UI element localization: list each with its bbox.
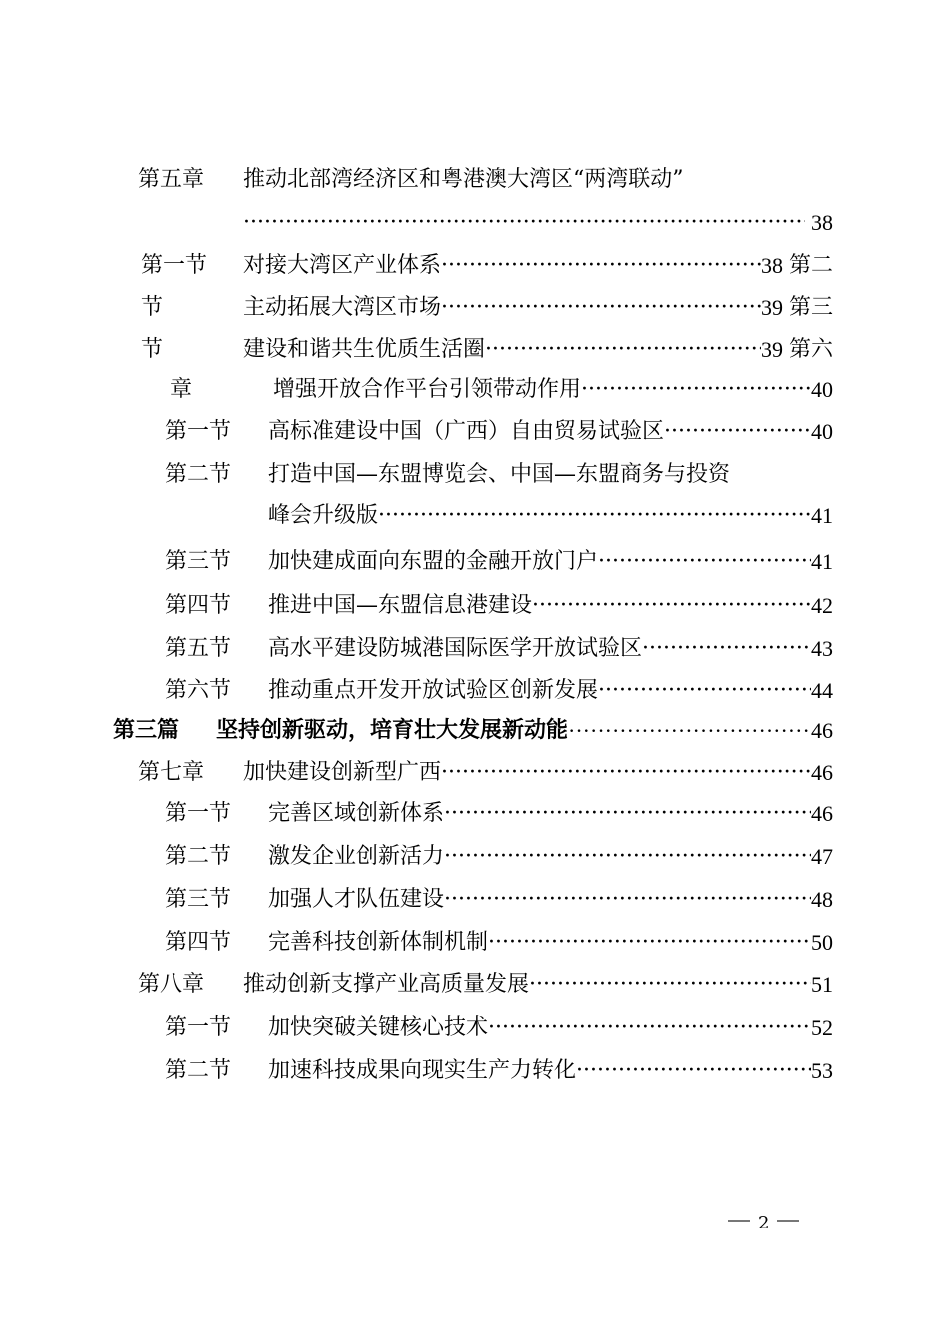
toc-entry[interactable] xyxy=(0,883,950,917)
entry-label: 第一节 xyxy=(141,253,208,278)
entry-page: 41 xyxy=(811,549,833,574)
entry-title: 坚持创新驱动，培育壮大发展新动能 xyxy=(216,718,569,743)
toc-entry[interactable] xyxy=(0,333,950,367)
entry-label: 第五节 xyxy=(165,636,232,661)
entry-title: 完善科技创新体制机制 xyxy=(268,930,489,955)
entry-title: 主动拓展大湾区市场 xyxy=(243,295,442,320)
leader-dots xyxy=(664,415,811,449)
entry-label: 第二节 xyxy=(165,1058,232,1083)
entry-title: 高水平建设防城港国际医学开放试验区 xyxy=(268,636,643,661)
entry-title: 加快突破关键核心技术 xyxy=(268,1015,489,1040)
entry-title: 推进中国—东盟信息港建设 xyxy=(268,593,533,618)
toc-entry[interactable] xyxy=(0,840,950,874)
entry-label: 第二节 xyxy=(165,844,232,869)
entry-label: 第二节 xyxy=(165,462,232,487)
entry-label: 第四节 xyxy=(165,930,232,955)
toc-entry[interactable] xyxy=(0,674,950,708)
entry-page: 42 xyxy=(811,593,833,618)
leader-dots xyxy=(529,968,811,1002)
entry-label: 第一节 xyxy=(165,1015,232,1040)
entry-label: 第三节 xyxy=(165,549,232,574)
leader-dots xyxy=(642,632,811,666)
entry-label: 第四节 xyxy=(165,593,232,618)
leader-dots xyxy=(576,1054,811,1088)
toc-entry[interactable] xyxy=(0,458,950,492)
leader-dots xyxy=(441,249,761,283)
footer-dash-right xyxy=(777,1220,799,1222)
entry-title: 增强开放合作平台引领带动作用 xyxy=(273,377,582,402)
entry-label: 第七章 xyxy=(138,760,205,785)
leader-dots xyxy=(444,840,811,874)
entry-overflow-text: 第三 xyxy=(788,295,833,320)
leader-dots xyxy=(243,206,805,240)
entry-label: 第一节 xyxy=(165,419,232,444)
leader-dots xyxy=(598,674,811,708)
leader-dots xyxy=(441,291,761,325)
toc-entry-chapter[interactable] xyxy=(0,756,950,790)
leader-dots xyxy=(441,756,811,790)
entry-label: 第六节 xyxy=(165,678,232,703)
toc-entry[interactable] xyxy=(0,589,950,623)
toc-entry[interactable] xyxy=(0,291,950,325)
leader-dots xyxy=(485,333,761,367)
entry-title: 推动重点开发开放试验区创新发展 xyxy=(268,678,599,703)
leader-dots xyxy=(581,373,811,407)
entry-label: 节 xyxy=(141,337,164,362)
toc-entry[interactable] xyxy=(0,415,950,449)
page-number: 2 xyxy=(758,1214,770,1228)
entry-page: 48 xyxy=(811,887,833,912)
entry-title: 完善区域创新体系 xyxy=(268,801,445,826)
entry-page: 41 xyxy=(811,503,833,528)
toc-entry[interactable] xyxy=(0,373,950,407)
entry-page: 40 xyxy=(811,377,833,402)
entry-label: 章 xyxy=(170,377,193,402)
toc-entry-continued[interactable] xyxy=(0,499,950,533)
entry-title-continued: 峰会升级版 xyxy=(268,503,379,528)
page-footer xyxy=(728,1214,799,1228)
entry-title: 加快建设创新型广西 xyxy=(243,760,442,785)
entry-title: 加快建成面向东盟的金融开放门户 xyxy=(268,549,599,574)
entry-page: 44 xyxy=(811,678,833,703)
entry-title: 打造中国—东盟博览会、中国—东盟商务与投资 xyxy=(268,462,731,487)
leader-dots xyxy=(598,545,811,579)
toc-entry[interactable] xyxy=(0,545,950,579)
entry-page: 40 xyxy=(811,419,833,444)
entry-overflow-text: 第六 xyxy=(788,337,833,362)
entry-page: 52 xyxy=(811,1015,833,1040)
leader-dots xyxy=(568,714,811,748)
entry-page: 50 xyxy=(811,930,833,955)
entry-page: 39 xyxy=(760,295,783,320)
leader-dots xyxy=(444,883,811,917)
entry-page: 38 xyxy=(760,253,783,278)
toc-entry-chapter[interactable] xyxy=(0,968,950,1002)
entry-overflow-text: 第二 xyxy=(788,253,833,278)
toc-entry[interactable] xyxy=(0,797,950,831)
footer-dash-left xyxy=(728,1220,750,1222)
toc-entry-chapter-5-page[interactable] xyxy=(0,206,950,240)
entry-page: 47 xyxy=(811,844,833,869)
toc-entry[interactable] xyxy=(0,926,950,960)
entry-label: 节 xyxy=(141,295,164,320)
leader-dots xyxy=(444,797,811,831)
entry-label: 第八章 xyxy=(138,972,205,997)
toc-entry[interactable] xyxy=(0,1054,950,1088)
entry-label: 第三篇 xyxy=(113,718,180,743)
leader-dots xyxy=(378,499,811,533)
entry-page: 46 xyxy=(811,718,833,743)
entry-page: 38 xyxy=(811,210,833,235)
entry-page: 46 xyxy=(811,801,833,826)
entry-title: 推动创新支撑产业高质量发展 xyxy=(243,972,530,997)
entry-label: 第三节 xyxy=(165,887,232,912)
toc-entry[interactable] xyxy=(0,249,950,283)
toc-entry[interactable] xyxy=(0,1011,950,1045)
leader-dots xyxy=(488,1011,811,1045)
entry-title: 推动北部湾经济区和粤港澳大湾区“两湾联动” xyxy=(243,167,684,192)
toc-entry-part[interactable] xyxy=(0,714,950,748)
leader-dots xyxy=(532,589,811,623)
entry-title: 加强人才队伍建设 xyxy=(268,887,445,912)
entry-title: 加速科技成果向现实生产力转化 xyxy=(268,1058,577,1083)
entry-title: 高标准建设中国（广西）自由贸易试验区 xyxy=(268,419,665,444)
entry-page: 43 xyxy=(811,636,833,661)
entry-label: 第一节 xyxy=(165,801,232,826)
entry-title: 激发企业创新活力 xyxy=(268,844,445,869)
entry-title: 建设和谐共生优质生活圈 xyxy=(243,337,486,362)
toc-entry-chapter-5[interactable] xyxy=(0,163,950,197)
leader-dots xyxy=(488,926,811,960)
entry-title: 对接大湾区产业体系 xyxy=(243,253,442,278)
entry-page: 53 xyxy=(811,1058,833,1083)
toc-entry[interactable] xyxy=(0,632,950,666)
entry-page: 51 xyxy=(811,972,833,997)
entry-page: 39 xyxy=(760,337,783,362)
entry-page: 46 xyxy=(811,760,833,785)
entry-label: 第五章 xyxy=(138,167,205,192)
